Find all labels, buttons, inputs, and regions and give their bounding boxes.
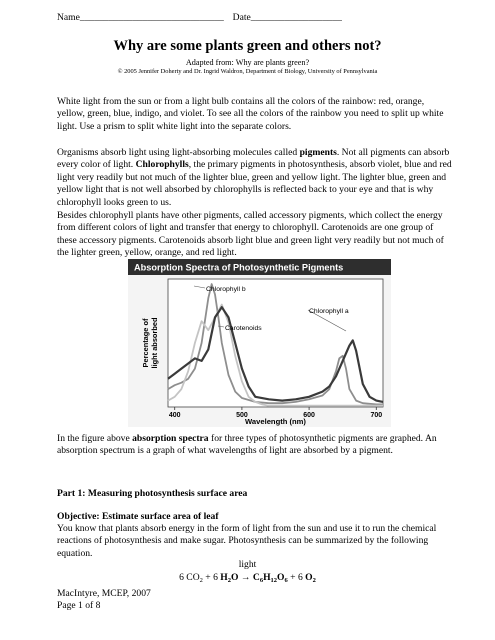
name-date-row [57, 12, 342, 23]
adapted-line: Adapted from: Why are plants green? [185, 58, 310, 67]
copyright-line: © 2005 Jennifer Doherty and Dr. Ingrid Waldron, Department of Biology, University of Pennsylvania [117, 68, 378, 75]
eq-sub: 6 [284, 577, 288, 584]
x-tick-label: 400 [168, 412, 181, 419]
paragraph-white-light: White light from the sun or from a light bulb contains all the colors of the rainbow: red, orange, yellow, green, blue, indigo, and violet. To see all the colors of the rainbow you need to split up white light. Use a prism to split white light into the separate colors. [57, 96, 444, 132]
text: Organisms absorb light using light-absorbing molecules called [57, 147, 300, 158]
y-axis-label-line1: Percentage of [141, 318, 150, 368]
term-absorption-spectra: absorption spectra [132, 433, 209, 444]
eq-part: + 6 [202, 572, 221, 583]
eq-part: 6 CO [179, 572, 200, 583]
x-tick-label: 600 [303, 412, 315, 419]
footer-author: MacIntyre, MCEP, 2007 [57, 588, 151, 599]
text: , the primary pigments in photosynthesis, absorb violet, blue and red light very readily but not much of the lighter blue, green and yellow light. The lighter blue, green and yellow light that is not well absorbed by chlorophylls is reflected back to your eye and that is why chlorophyll looks green to us. [57, 159, 452, 208]
eq-part: O [231, 572, 239, 583]
eq-part: O [305, 572, 313, 583]
eq-part: H [220, 572, 228, 583]
page-footer [57, 588, 151, 612]
annotation-label: Chlorophyll b [206, 286, 246, 293]
date-blank[interactable]: ___________________ [250, 12, 342, 23]
eq-sub: 2 [227, 577, 232, 584]
term-pigments: pigments [299, 147, 337, 158]
text: for three types of photosynthetic pigments are graphed. An absorption spectrum is a graph of what wavelengths of light are absorbed by a pigment. [57, 433, 437, 457]
eq-sub: 2 [312, 577, 316, 584]
absorption-spectra-chart [128, 259, 391, 427]
date-label: Date [232, 12, 251, 23]
text: . Not all pigments can absorb every color of light. [57, 147, 450, 171]
y-axis-label-line2: light absorbed [150, 317, 159, 369]
paragraph-pigments [57, 147, 452, 209]
page-title: Why are some plants green and others not? [113, 38, 382, 54]
equation-light-label: light [238, 559, 257, 570]
eq-part: + 6 [287, 572, 306, 583]
eq-part: O [277, 572, 285, 583]
x-axis-label: Wavelength (nm) [245, 417, 306, 426]
name-blank[interactable]: ______________________________ [79, 12, 224, 23]
paragraph-absorption-spectra [57, 433, 452, 458]
objective-heading: Objective: Estimate surface area of leaf [57, 511, 219, 522]
eq-part: H [263, 572, 271, 583]
arrow-icon: → [238, 572, 253, 583]
part1-heading: Part 1: Measuring photosynthesis surface area [57, 488, 248, 499]
chart-title: Absorption Spectra of Photosynthetic Pigments [134, 262, 344, 273]
paragraph-accessory-pigments: Besides chlorophyll plants have other pigments, called accessory pigments, which collect the energy from different colors of light and transfer that energy to chlorophyll. Carotenoids are one group of these accessory pigments. Carotenoids absorb light blue and green light very readily but not much of the lighter green, yellow, orange, and red light. [57, 210, 444, 259]
eq-sub: 12 [270, 577, 278, 584]
footer-page-number: Page 1 of 8 [57, 600, 101, 611]
eq-sub: 2 [199, 577, 203, 584]
term-chlorophylls: Chlorophylls [135, 159, 189, 171]
text: In the figure above [57, 433, 133, 444]
annotation-label: Chlorophyll a [309, 308, 349, 315]
eq-part: C [252, 572, 260, 583]
eq-sub: 6 [259, 577, 264, 584]
x-tick-label: 700 [370, 412, 383, 419]
name-label: Name [57, 12, 80, 23]
annotation-label: Carotenoids [225, 325, 262, 332]
x-tick-label: 500 [236, 412, 248, 419]
photosynthesis-equation [0, 572, 495, 583]
paragraph-photosynthesis: You know that plants absorb energy in the form of light from the sun and use it to run the chemical reactions of photosynthesis and make sugar. Photosynthesis can be summarized by the following equation. [57, 523, 437, 559]
